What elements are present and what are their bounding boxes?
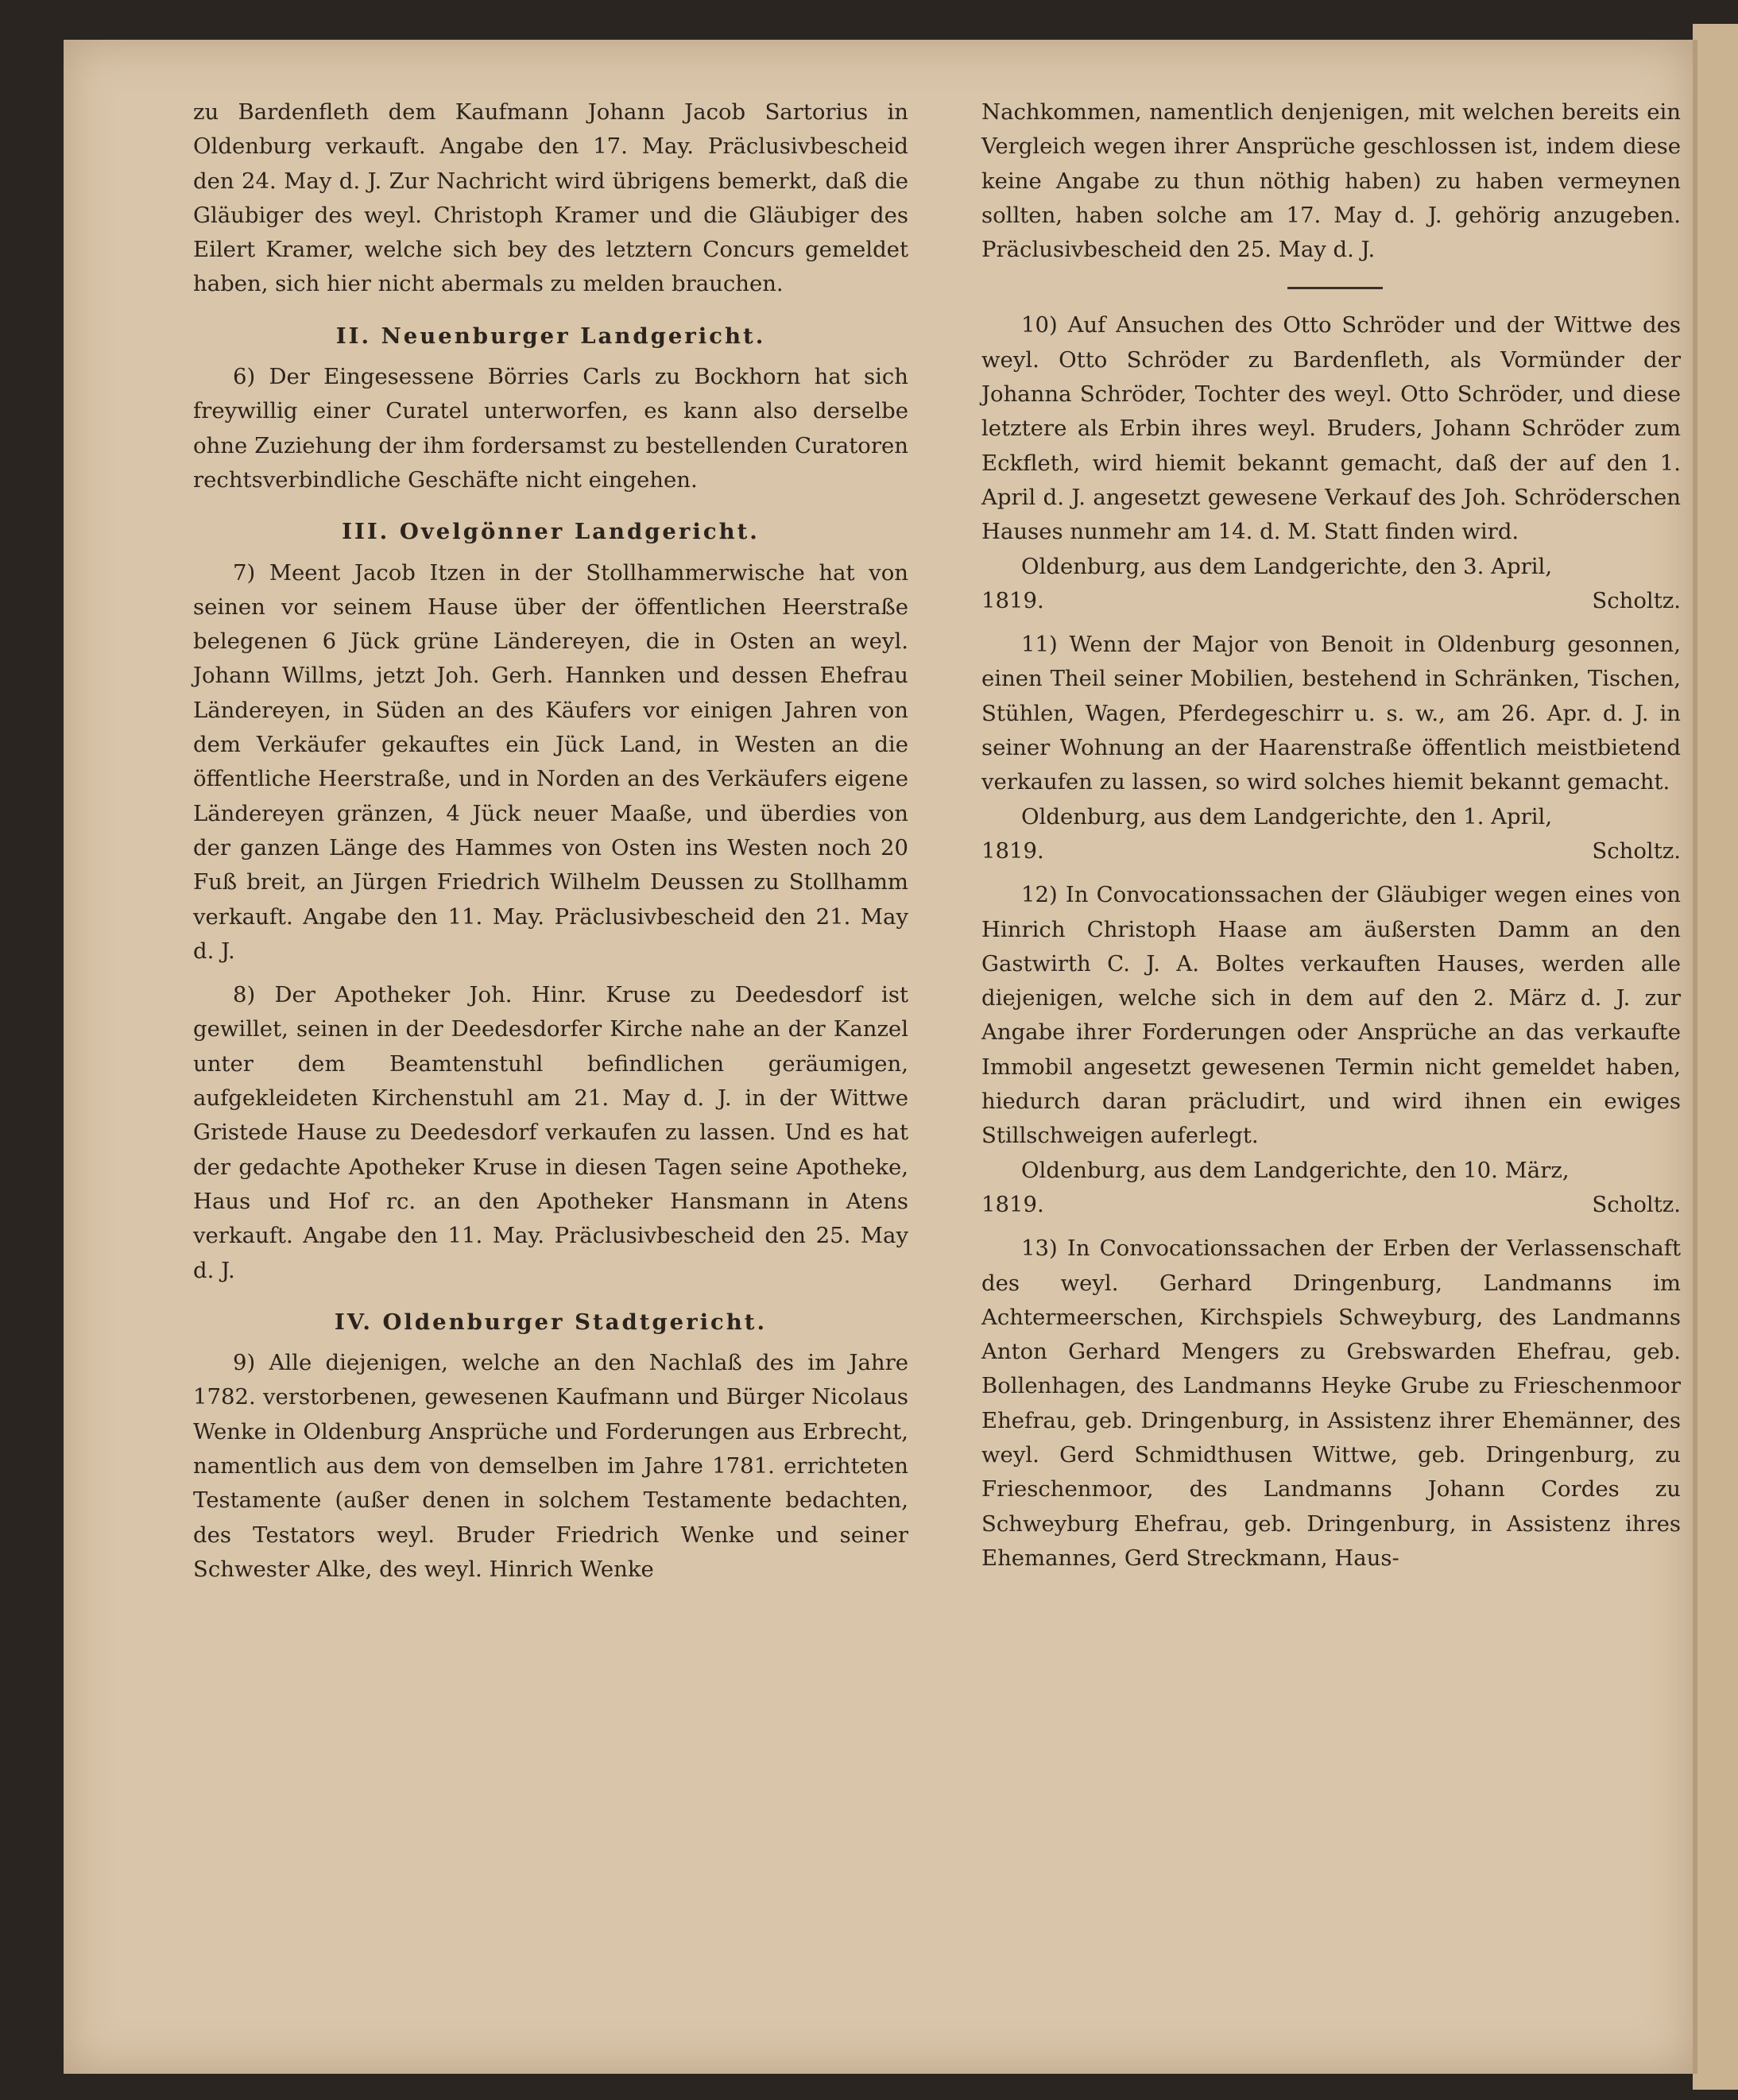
section-heading-neuenburg: II. Neuenburger Landgericht.	[335, 323, 766, 349]
signature-10: Scholtz.	[1592, 587, 1681, 613]
right-column	[981, 95, 1681, 1576]
paragraph-9-continuation: Nachkommen, namentlich denjenigen, mit welchen bereits ein Vergleich wegen ihrer Ansprüche geschlossen ist, indem diese keine Angabe zu thun nöthig haben) zu haben vermeynen sollten, haben solche am 17. May d. J. gehörig anzugeben. Präclusivbescheid den 25. May d. J.	[981, 99, 1681, 263]
section-heading-ovelgoenne: III. Ovelgönner Landgericht.	[342, 519, 760, 545]
signature-11: Scholtz.	[1592, 837, 1681, 864]
divider-rule	[1287, 287, 1383, 289]
signature-line-10	[981, 584, 1681, 618]
dateline-11: Oldenburg, aus dem Landgerichte, den 1. April,	[1021, 803, 1553, 830]
left-column	[193, 95, 908, 1587]
paragraph-11: 11) Wenn der Major von Benoit in Oldenburg gesonnen, einen Theil seiner Mobilien, bestehend in Schränken, Tischen, Stühlen, Wagen, Pferdegeschirr u. s. w., am 26. Apr. d. J. in seiner Wohnung an der Haarenstraße öffentlich meistbietend verkaufen zu lassen, so wird solches hiemit bekannt gemacht.	[981, 632, 1681, 795]
book-edge	[1693, 24, 1738, 2090]
paragraph-8: 8) Der Apotheker Joh. Hinr. Kruse zu Deedesdorf ist gewillet, seinen in der Deedesdorfer Kirche nahe an der Kanzel unter dem Beamtenstuhl befindlichen geräumigen, aufgekleideten Kirchenstuhl am 21. May d. J. in der Wittwe Gristede Hause zu Deedesdorf verkaufen zu lassen. Und es hat der gedachte Apotheker Kruse in diesen Tagen seine Apotheke, Haus und Hof rc. an den Apotheker Hansmann in Atens verkauft. Angabe den 11. May. Präclusivbescheid den 25. May d. J.	[193, 982, 908, 1283]
paragraph-12: 12) In Convocationssachen der Gläubiger wegen eines von Hinrich Christoph Haase am äußersten Damm an den Gastwirth C. J. A. Boltes verkauften Hauses, werden alle diejenigen, welche sich in dem auf den 2. März d. J. zur Angabe ihrer Forderungen oder Ansprüche an das verkaufte Immobil angesetzt gewesenen Termin nicht gemeldet haben, hiedurch daran präcludirt, und wird ihnen ein ewiges Stillschweigen auferlegt.	[981, 882, 1681, 1149]
year-12: 1819.	[981, 1191, 1044, 1217]
section-heading-oldenburg: IV. Oldenburger Stadtgericht.	[334, 1309, 768, 1335]
signature-line-12	[981, 1188, 1681, 1222]
year-11: 1819.	[981, 837, 1044, 864]
dateline-12: Oldenburg, aus dem Landgerichte, den 10. März,	[1021, 1157, 1570, 1183]
dateline-10: Oldenburg, aus dem Landgerichte, den 3. April,	[1021, 553, 1553, 579]
year-10: 1819.	[981, 587, 1044, 613]
paragraph-6: 6) Der Eingesessene Börries Carls zu Bockhorn hat sich freywillig einer Curatel unterworfen, es kann also derselbe ohne Zuziehung der ihm fordersamst zu bestellenden Curatoren rechtsverbindliche Geschäfte nicht eingehen.	[193, 364, 908, 493]
signature-12: Scholtz.	[1592, 1191, 1681, 1217]
paragraph-9: 9) Alle diejenigen, welche an den Nachlaß des im Jahre 1782. verstorbenen, gewesenen Kaufmann und Bürger Nicolaus Wenke in Oldenburg Ansprüche und Forderungen aus Erbrecht, namentlich aus dem von demselben im Jahre 1781. errichteten Testamente (außer denen in solchem Testamente bedachten, des Testators weyl. Bruder Friedrich Wenke und seiner Schwester Alke, des weyl. Hinrich Wenke	[193, 1350, 908, 1582]
signature-line-11	[981, 834, 1681, 868]
paragraph-13: 13) In Convocationssachen der Erben der Verlassenschaft des weyl. Gerhard Dringenburg, Landmanns im Achtermeerschen, Kirchspiels Schweyburg, des Landmanns Anton Gerhard Mengers zu Grebswarden Ehefrau, geb. Bollenhagen, des Landmanns Heyke Grube zu Frieschenmoor Ehefrau, geb. Dringenburg, in Assistenz ihrer Ehemänner, des weyl. Gerd Schmidthusen Wittwe, geb. Dringenburg, zu Frieschenmoor, des Landmanns Johann Cordes zu Schweyburg Ehefrau, geb. Dringenburg, in Assistenz ihres Ehemannes, Gerd Streckmann, Haus-	[981, 1236, 1681, 1571]
paragraph-continuation: zu Bardenfleth dem Kaufmann Johann Jacob Sartorius in Oldenburg verkauft. Angabe den 17. May. Präclusivbescheid den 24. May d. J. Zur Nachricht wird übrigens bemerkt, daß die Gläubiger des weyl. Christoph Kramer und die Gläubiger des Eilert Kramer, welche sich bey des letztern Concurs gemeldet haben, sich hier nicht abermals zu melden brauchen.	[193, 99, 908, 297]
paragraph-10: 10) Auf Ansuchen des Otto Schröder und der Wittwe des weyl. Otto Schröder zu Bardenfleth, als Vormünder der Johanna Schröder, Tochter des weyl. Otto Schröder, und diese letztere als Erbin ihres weyl. Bruders, Johann Schröder zum Eckfleth, wird hiemit bekannt gemacht, daß der auf den 1. April d. J. angesetzt gewesene Verkauf des Joh. Schröderschen Hauses nunmehr am 14. d. M. Statt finden wird.	[981, 312, 1681, 545]
paragraph-7: 7) Meent Jacob Itzen in der Stollhammerwische hat von seinen vor seinem Hause über der öffentlichen Heerstraße belegenen 6 Jück grüne Ländereyen, die in Osten an weyl. Johann Willms, jetzt Joh. Gerh. Hannken und dessen Ehefrau Ländereyen, in Süden an des Käufers vor einigen Jahren von dem Verkäufer gekauftes ein Jück Land, in Westen an die öffentliche Heerstraße, und in Norden an des Verkäufers eigene Ländereyen gränzen, 4 Jück neuer Maaße, und überdies von der ganzen Länge des Hammes von Osten ins Westen noch 20 Fuß breit, an Jürgen Friedrich Wilhelm Deussen zu Stollhamm verkauft. Angabe den 11. May. Präclusivbescheid den 21. May d. J.	[193, 559, 908, 964]
